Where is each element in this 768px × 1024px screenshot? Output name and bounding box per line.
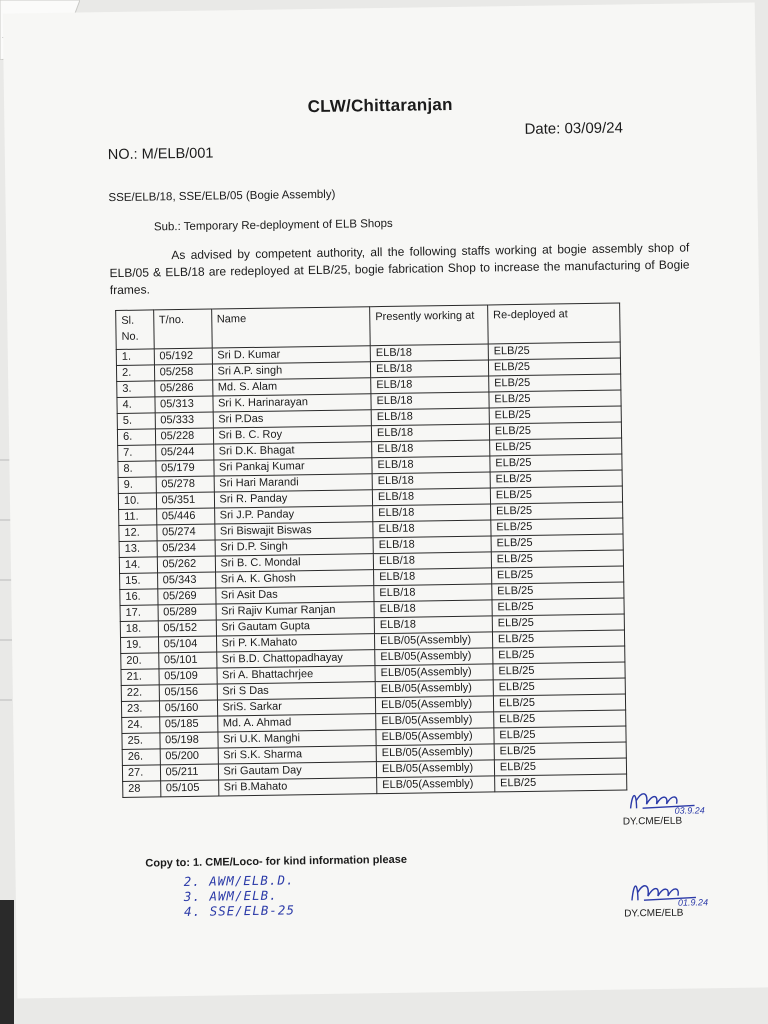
cell-redeployed-at: ELB/25 (491, 566, 623, 584)
header-presently-working: Presently working at (370, 305, 488, 346)
scan-shadow (0, 900, 14, 1024)
signature-2-scribble (624, 875, 724, 908)
cell-token-no: 05/109 (159, 668, 217, 685)
signature-1-designation: DY.CME/ELB (622, 815, 683, 828)
body-text: As advised by competent authority, all the following staffs working at bogie assembly shop of ELB/05 & ELB/18 are redeployed at ELB/25, bogie fabrication Shop to increase the manufacturing of Bogie frames. (109, 240, 690, 298)
cell-presently-working: ELB/18 (371, 392, 489, 410)
copy-to-item-2: 2. AWM/ELB.D. (183, 872, 295, 890)
cell-token-no: 05/269 (157, 588, 215, 605)
cell-token-no: 05/244 (155, 444, 213, 461)
cell-sl-no: 23. (121, 701, 159, 718)
cell-presently-working: ELB/18 (374, 584, 492, 602)
cell-name: Sri A.P. singh (212, 362, 371, 380)
cell-redeployed-at: ELB/25 (490, 470, 622, 488)
cell-name: Sri R. Panday (214, 490, 373, 508)
cell-name: Md. A. Ahmad (217, 714, 376, 732)
cell-sl-no: 26. (122, 749, 160, 766)
cell-presently-working: ELB/05(Assembly) (375, 664, 493, 682)
cell-token-no: 05/333 (155, 412, 213, 429)
cell-sl-no: 5. (117, 413, 155, 430)
cell-sl-no: 8. (118, 461, 156, 478)
cell-presently-working: ELB/18 (374, 568, 492, 586)
cell-name: Sri Gautam Gupta (216, 618, 375, 636)
cell-name: Sri Gautam Day (218, 762, 377, 780)
cell-token-no: 05/343 (157, 572, 215, 589)
table-body (116, 342, 627, 797)
cell-name: Sri J.P. Panday (214, 506, 373, 524)
cell-name: Sri S.K. Sharma (218, 746, 377, 764)
cell-presently-working: ELB/05(Assembly) (376, 760, 494, 778)
cell-token-no: 05/258 (154, 364, 212, 381)
cell-presently-working: ELB/18 (373, 520, 491, 538)
cell-sl-no: 3. (117, 381, 155, 398)
cell-sl-no: 22. (121, 685, 159, 702)
signature-block-2 (624, 875, 725, 919)
cell-redeployed-at: ELB/25 (492, 582, 624, 600)
cell-name: Sri S Das (217, 682, 376, 700)
body-paragraph (109, 239, 690, 299)
cell-name: Sri D. Kumar (212, 346, 371, 364)
cell-redeployed-at: ELB/25 (490, 486, 622, 504)
cell-sl-no: 25. (122, 733, 160, 750)
header-redeployed-at: Re-deployed at (487, 303, 620, 344)
cell-token-no: 05/351 (156, 492, 214, 509)
cell-sl-no: 28 (123, 781, 161, 798)
cell-token-no: 05/289 (158, 604, 216, 621)
cell-token-no: 05/156 (159, 684, 217, 701)
memo-document (3, 2, 768, 998)
cell-token-no: 05/104 (158, 636, 216, 653)
cell-redeployed-at: ELB/25 (492, 598, 624, 616)
cell-presently-working: ELB/18 (373, 536, 491, 554)
cell-name: Sri Asit Das (215, 586, 374, 604)
cell-sl-no: 6. (117, 429, 155, 446)
cell-presently-working: ELB/18 (373, 552, 491, 570)
cell-sl-no: 10. (118, 493, 156, 510)
cell-presently-working: ELB/05(Assembly) (375, 648, 493, 666)
cell-sl-no: 12. (119, 525, 157, 542)
cell-presently-working: ELB/18 (374, 616, 492, 634)
cell-token-no: 05/198 (160, 732, 218, 749)
cell-presently-working: ELB/18 (372, 472, 490, 490)
cell-sl-no: 7. (118, 445, 156, 462)
cell-token-no: 05/105 (160, 780, 218, 797)
cell-redeployed-at: ELB/25 (493, 646, 625, 664)
cell-sl-no: 18. (120, 621, 158, 638)
signature-2-date: 01.9.24 (677, 897, 709, 908)
cell-sl-no: 1. (116, 349, 154, 366)
cell-presently-working: ELB/05(Assembly) (374, 632, 492, 650)
cell-redeployed-at: ELB/25 (489, 374, 621, 392)
cell-sl-no: 17. (120, 605, 158, 622)
signature-block-1 (622, 785, 723, 827)
cell-name: Sri D.P. Singh (215, 538, 374, 556)
cell-redeployed-at: ELB/25 (489, 390, 621, 408)
cell-token-no: 05/101 (158, 652, 216, 669)
copy-to-item-4: 4. SSE/ELB-25 (183, 902, 296, 920)
cell-redeployed-at: ELB/25 (489, 438, 621, 456)
staff-redeployment-table (115, 303, 627, 798)
cell-name: Sri Rajiv Kumar Ranjan (216, 602, 375, 620)
cell-name: Sri P. K.Mahato (216, 634, 375, 652)
cell-token-no: 05/262 (157, 556, 215, 573)
cell-redeployed-at: ELB/25 (493, 678, 625, 696)
reference-number: NO.: M/ELB/001 (107, 145, 214, 164)
header-name: Name (211, 307, 370, 348)
cell-presently-working: ELB/18 (372, 488, 490, 506)
copy-to-printed: Copy to: 1. CME/Loco- for kind information please (145, 853, 407, 870)
cell-token-no: 05/274 (156, 524, 214, 541)
cell-token-no: 05/234 (157, 540, 215, 557)
cell-presently-working: ELB/05(Assembly) (376, 744, 494, 762)
cell-sl-no: 2. (116, 365, 154, 382)
cell-redeployed-at: ELB/25 (492, 614, 624, 632)
cell-name: Sri D.K. Bhagat (213, 442, 372, 460)
cell-presently-working: ELB/05(Assembly) (375, 680, 493, 698)
cell-presently-working: ELB/05(Assembly) (376, 712, 494, 730)
cell-name: Sri B.Mahato (218, 778, 377, 796)
cell-name: Sri A. Bhattachrjee (216, 666, 375, 684)
cell-name: Sri B. C. Roy (213, 426, 372, 444)
signature-2-designation: DY.CME/ELB (624, 907, 684, 920)
cell-sl-no: 24. (122, 717, 160, 734)
cell-name: Sri A. K. Ghosh (215, 570, 374, 588)
cell-sl-no: 16. (120, 589, 158, 606)
cell-redeployed-at: ELB/25 (493, 662, 625, 680)
cell-redeployed-at: ELB/25 (494, 742, 626, 760)
cell-redeployed-at: ELB/25 (488, 342, 620, 360)
header-sl-no: Sl. No. (116, 310, 154, 350)
cell-redeployed-at: ELB/25 (494, 758, 626, 776)
cell-presently-working: ELB/18 (370, 344, 488, 362)
cell-presently-working: ELB/18 (372, 440, 490, 458)
cell-token-no: 05/313 (155, 396, 213, 413)
addressee-line: SSE/ELB/18, SSE/ELB/05 (Bogie Assembly) (108, 188, 336, 205)
cell-redeployed-at: ELB/25 (491, 518, 623, 536)
cell-name: Sri K. Harinarayan (212, 394, 371, 412)
cell-sl-no: 14. (119, 557, 157, 574)
cell-sl-no: 4. (117, 397, 155, 414)
copy-to-handwritten-list (184, 872, 295, 919)
cell-name: Md. S. Alam (212, 378, 371, 396)
cell-token-no: 05/200 (160, 748, 218, 765)
cell-redeployed-at: ELB/25 (491, 534, 623, 552)
copy-to-item-3: 3. AWM/ELB. (183, 887, 278, 905)
cell-token-no: 05/160 (159, 700, 217, 717)
cell-token-no: 05/152 (158, 620, 216, 637)
cell-token-no: 05/179 (155, 460, 213, 477)
cell-token-no: 05/286 (154, 380, 212, 397)
header-token-no: T/no. (153, 309, 211, 349)
cell-token-no: 05/185 (159, 716, 217, 733)
signature-1-date: 03.9.24 (674, 805, 705, 816)
cell-name: Sri B.D. Chattopadhayay (216, 650, 375, 668)
cell-sl-no: 20. (121, 653, 159, 670)
cell-presently-working: ELB/18 (371, 424, 489, 442)
cell-name: Sri Pankaj Kumar (213, 458, 372, 476)
cell-redeployed-at: ELB/25 (488, 358, 620, 376)
cell-redeployed-at: ELB/25 (490, 454, 622, 472)
cell-token-no: 05/446 (156, 508, 214, 525)
cell-redeployed-at: ELB/25 (490, 502, 622, 520)
cell-sl-no: 11. (119, 509, 157, 526)
cell-presently-working: ELB/18 (374, 600, 492, 618)
cell-sl-no: 21. (121, 669, 159, 686)
signature-1-scribble (622, 785, 722, 816)
cell-token-no: 05/278 (156, 476, 214, 493)
cell-redeployed-at: ELB/25 (494, 710, 626, 728)
cell-presently-working: ELB/05(Assembly) (376, 728, 494, 746)
cell-presently-working: ELB/05(Assembly) (375, 696, 493, 714)
cell-presently-working: ELB/18 (372, 456, 490, 474)
office-title: CLW/Chittaranjan (307, 94, 453, 117)
cell-token-no: 05/192 (154, 348, 212, 365)
memo-date: Date: 03/09/24 (524, 119, 624, 138)
cell-sl-no: 9. (118, 477, 156, 494)
cell-token-no: 05/211 (160, 764, 218, 781)
cell-sl-no: 27. (122, 765, 160, 782)
cell-token-no: 05/228 (155, 428, 213, 445)
cell-sl-no: 19. (121, 637, 159, 654)
cell-name: Sri U.K. Manghi (217, 730, 376, 748)
cell-presently-working: ELB/05(Assembly) (377, 776, 495, 794)
cell-name: Sri P.Das (213, 410, 372, 428)
cell-sl-no: 15. (120, 573, 158, 590)
cell-redeployed-at: ELB/25 (494, 774, 626, 792)
cell-presently-working: ELB/18 (370, 360, 488, 378)
cell-redeployed-at: ELB/25 (493, 694, 625, 712)
cell-presently-working: ELB/18 (373, 504, 491, 522)
cell-name: Sri Hari Marandi (214, 474, 373, 492)
cell-presently-working: ELB/18 (371, 408, 489, 426)
cell-redeployed-at: ELB/25 (494, 726, 626, 744)
cell-sl-no: 13. (119, 541, 157, 558)
cell-redeployed-at: ELB/25 (489, 422, 621, 440)
cell-redeployed-at: ELB/25 (491, 550, 623, 568)
cell-presently-working: ELB/18 (371, 376, 489, 394)
subject-line: Sub.: Temporary Re-deployment of ELB Shops (153, 217, 393, 234)
cell-redeployed-at: ELB/25 (492, 630, 624, 648)
cell-name: Sri Biswajit Biswas (214, 522, 373, 540)
cell-name: SriS. Sarkar (217, 698, 376, 716)
cell-redeployed-at: ELB/25 (489, 406, 621, 424)
cell-name: Sri B. C. Mondal (215, 554, 374, 572)
